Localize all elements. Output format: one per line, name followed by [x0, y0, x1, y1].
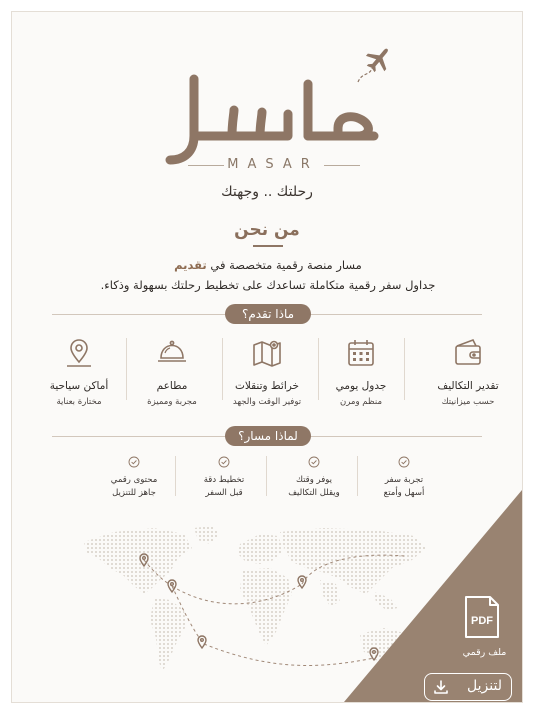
service-title: تقدير التكاليف — [437, 380, 499, 392]
why-line1: يوفر وقتك — [295, 475, 333, 485]
about-line1: مسار منصة رقمية متخصصة في — [206, 258, 362, 272]
service-title: جدول يومي — [335, 380, 387, 392]
why-line2: جاهز للتنزيل — [112, 488, 156, 498]
services-heading: ماذا تقدم؟ — [225, 304, 311, 324]
service-subtitle: مجربة ومميزة — [147, 397, 197, 407]
service-title: خرائط وتنقلات — [234, 380, 300, 392]
brand-arabic-name: مسار — [162, 74, 165, 75]
brand-tagline: رحلتك .. وجهتك — [221, 184, 313, 200]
service-title: أماكن سياحية — [49, 380, 109, 392]
why-line2: أسهل وأمتع — [383, 488, 425, 498]
why-line1: تجربة سفر — [384, 475, 424, 485]
why-line1: محتوى رقمي — [110, 475, 158, 485]
about-highlight: تقديم — [174, 258, 207, 272]
brand-latin-name: MASAR — [227, 157, 319, 172]
brochure-page — [11, 11, 523, 703]
about-line2: جداول سفر رقمية متكاملة تساعدك على تخطيط رحلتك بسهولة وذكاء. — [100, 278, 436, 292]
pdf-file-label: ملف رقمي — [462, 647, 507, 658]
download-icon — [433, 679, 449, 695]
service-title: مطاعم — [156, 380, 188, 392]
why-heading: لماذا مسار؟ — [225, 426, 311, 446]
service-subtitle: مختارة بعناية — [56, 397, 102, 407]
why-line1: تخطيط دقة — [203, 475, 245, 485]
pdf-file-icon — [464, 595, 500, 639]
why-line2: قبل السفر — [205, 488, 243, 498]
pdf-badge: PDF — [471, 615, 493, 627]
download-corner-panel — [12, 12, 522, 702]
download-button[interactable] — [424, 673, 512, 701]
download-button-label: لتنزيل — [467, 678, 502, 694]
service-subtitle: توفير الوقت والجهد — [232, 397, 302, 407]
service-subtitle: حسب ميزانيتك — [441, 397, 495, 407]
about-title: من نحن — [234, 220, 300, 240]
service-subtitle: منظم ومرن — [339, 397, 383, 407]
why-line2: ويقلل التكاليف — [288, 488, 340, 498]
